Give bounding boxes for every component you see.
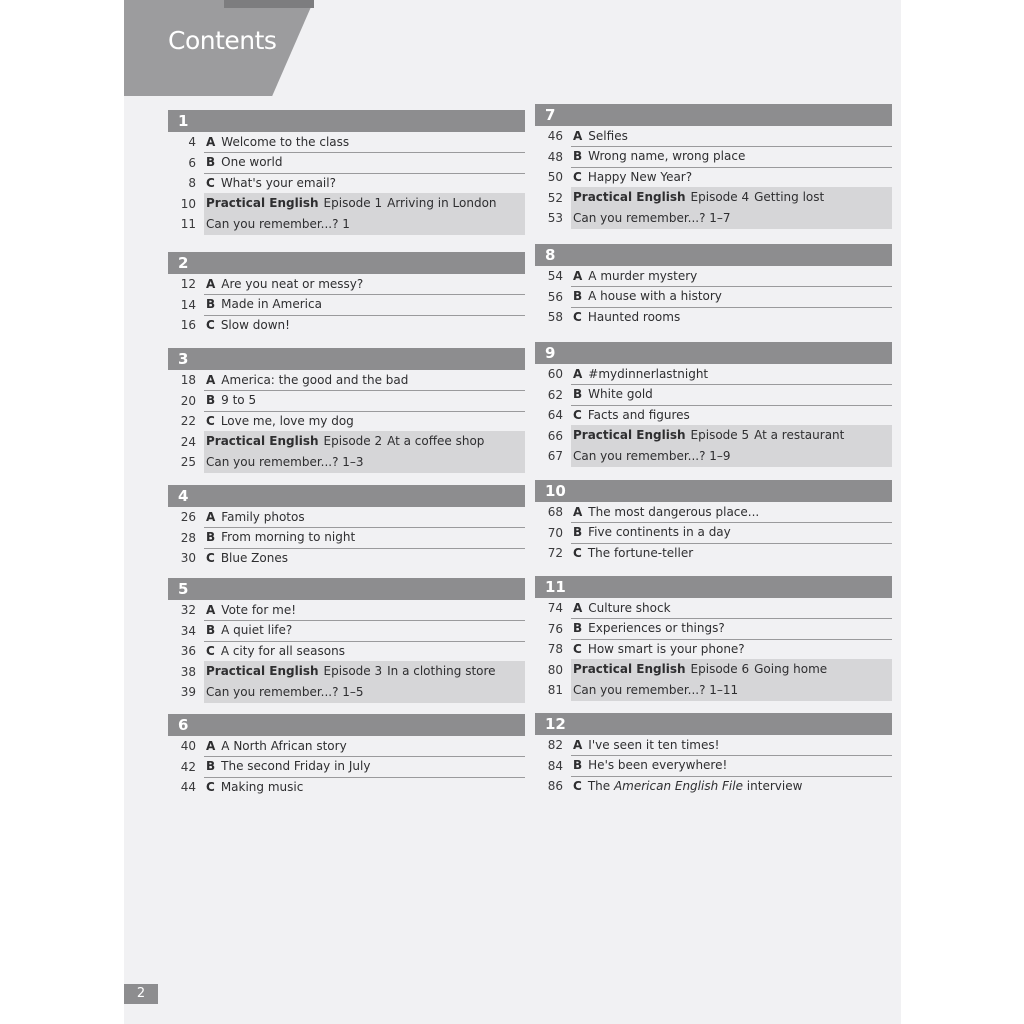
episode-label: Episode 1 [323, 196, 383, 211]
can-you-remember-row[interactable] [168, 452, 525, 473]
lesson-row[interactable] [535, 619, 892, 640]
entry-title [571, 167, 892, 189]
entry-title [571, 776, 892, 797]
lesson-letter: A [573, 268, 583, 283]
practical-english-label: Practical English [573, 662, 686, 677]
title-text: A house with a history [588, 289, 722, 304]
page-ref: 34 [180, 623, 196, 638]
lesson-letter: A [573, 504, 583, 519]
unit-header: 6 [168, 714, 525, 736]
title-text: At a restaurant [754, 428, 845, 443]
entry-title [204, 756, 525, 778]
page-ref: 4 [188, 135, 196, 150]
entry-title [204, 294, 525, 316]
title-text: Can you remember...? 1–5 [206, 685, 364, 700]
entry-title [204, 173, 525, 195]
page-ref: 18 [180, 373, 196, 388]
page-ref: 40 [180, 739, 196, 754]
lesson-row[interactable] [168, 295, 525, 316]
lesson-row[interactable] [168, 528, 525, 549]
title-text: At a coffee shop [387, 434, 485, 449]
page-ref: 82 [547, 738, 563, 753]
entry-title [571, 425, 892, 447]
unit-header: 12 [535, 713, 892, 735]
title-text: Can you remember...? 1–11 [573, 683, 739, 698]
lesson-letter: B [206, 393, 216, 408]
lesson-letter: B [573, 621, 583, 636]
lesson-letter: C [573, 169, 582, 184]
title-text: The fortune-teller [587, 546, 694, 561]
lesson-row[interactable] [168, 173, 525, 194]
page-ref: 20 [180, 393, 196, 408]
lesson-letter: B [573, 289, 583, 304]
lesson-row[interactable] [168, 641, 525, 662]
title-text: White gold [588, 387, 653, 402]
unit-header: 10 [535, 480, 892, 502]
entry-title [571, 543, 892, 564]
lesson-row[interactable] [535, 776, 892, 797]
can-you-remember-row[interactable] [168, 682, 525, 703]
entry-title [204, 736, 525, 758]
lesson-letter: C [206, 318, 215, 333]
page-ref: 54 [547, 269, 563, 284]
lesson-row[interactable] [535, 543, 892, 564]
entry-title [204, 641, 525, 663]
unit-10 [535, 480, 892, 564]
lesson-letter: C [206, 780, 215, 795]
entry-title [571, 598, 892, 620]
lesson-row[interactable] [168, 507, 525, 528]
page-ref: 62 [547, 387, 563, 402]
practical-english-label: Practical English [206, 196, 319, 211]
title-text: In a clothing store [387, 664, 496, 679]
lesson-row[interactable] [535, 126, 892, 147]
title-text: Facts and figures [587, 407, 690, 422]
lesson-letter: B [573, 525, 583, 540]
practical-english-row[interactable] [535, 426, 892, 447]
lesson-row[interactable] [535, 385, 892, 406]
page-ref: 8 [188, 176, 196, 191]
entry-title [571, 502, 892, 524]
lesson-letter: C [206, 413, 215, 428]
title-text: Can you remember...? 1 [206, 217, 350, 232]
page-ref: 22 [180, 414, 196, 429]
practical-english-label: Practical English [206, 664, 319, 679]
lesson-row[interactable] [168, 757, 525, 778]
lesson-letter: A [206, 738, 216, 753]
entry-title [204, 315, 525, 336]
page-ref: 42 [180, 759, 196, 774]
page-ref: 58 [547, 310, 563, 325]
unit-header: 2 [168, 252, 525, 274]
title-text-pre: The [587, 779, 614, 794]
entry-title [571, 146, 892, 168]
can-you-remember-row[interactable] [535, 680, 892, 701]
lesson-row[interactable] [535, 405, 892, 426]
page-ref: 52 [547, 190, 563, 205]
lesson-row[interactable] [535, 523, 892, 544]
page-ref: 14 [180, 297, 196, 312]
entry-title [571, 755, 892, 777]
entry-title [571, 208, 892, 229]
title-text: Haunted rooms [587, 310, 681, 325]
lesson-row[interactable] [168, 548, 525, 569]
title-text: Can you remember...? 1–9 [573, 449, 731, 464]
lesson-row[interactable] [168, 411, 525, 432]
lesson-row[interactable] [535, 167, 892, 188]
title-text: Happy New Year? [587, 169, 693, 184]
title-text: What's your email? [220, 175, 336, 190]
page-ref: 36 [180, 644, 196, 659]
page-ref: 84 [547, 758, 563, 773]
page-ref: 16 [180, 318, 196, 333]
page-ref: 86 [547, 779, 563, 794]
title-text: Selfies [588, 128, 628, 143]
entry-title [571, 735, 892, 757]
unit-11 [535, 576, 892, 701]
page-ref: 68 [547, 505, 563, 520]
unit-header: 11 [535, 576, 892, 598]
entry-title [571, 618, 892, 640]
lesson-letter: A [573, 128, 583, 143]
title-text: He's been everywhere! [588, 758, 728, 773]
lesson-letter: C [573, 546, 582, 561]
page-ref: 76 [547, 621, 563, 636]
page-ref: 53 [547, 211, 563, 226]
unit-header: 7 [535, 104, 892, 126]
entry-title [204, 452, 525, 473]
entry-title [571, 639, 892, 661]
practical-english-row[interactable] [168, 194, 525, 215]
lesson-letter: C [573, 310, 582, 325]
can-you-remember-row[interactable] [168, 214, 525, 235]
title-text: How smart is your phone? [587, 641, 745, 656]
entry-title [571, 364, 892, 386]
unit-header: 3 [168, 348, 525, 370]
practical-english-row[interactable] [535, 188, 892, 209]
entry-title [571, 307, 892, 328]
title-text: The most dangerous place... [588, 504, 760, 519]
entry-title [571, 659, 892, 681]
entry-title [571, 286, 892, 308]
title-text: Made in America [221, 297, 322, 312]
page-number: 2 [124, 984, 158, 1004]
page-ref: 24 [180, 434, 196, 449]
lesson-row[interactable] [535, 147, 892, 168]
title-text: Experiences or things? [588, 621, 725, 636]
entry-title [204, 682, 525, 703]
title-text: A murder mystery [588, 268, 698, 283]
entry-title [571, 266, 892, 288]
lesson-row[interactable] [535, 502, 892, 523]
page-ref: 6 [188, 155, 196, 170]
lesson-letter: C [206, 643, 215, 658]
lesson-letter: A [573, 600, 583, 615]
entry-title [204, 132, 525, 154]
page-ref: 64 [547, 408, 563, 423]
unit-9 [535, 342, 892, 467]
unit-header: 9 [535, 342, 892, 364]
entry-title [571, 384, 892, 406]
page-ref: 81 [547, 683, 563, 698]
entry-title [571, 405, 892, 427]
entry-title [204, 390, 525, 412]
entry-title [571, 522, 892, 544]
lesson-letter: A [573, 737, 583, 752]
entry-title [204, 274, 525, 296]
lesson-row[interactable] [535, 266, 892, 287]
lesson-letter: C [573, 641, 582, 656]
unit-4 [168, 485, 525, 569]
entry-title [204, 152, 525, 174]
practical-english-row[interactable] [168, 432, 525, 453]
title-text: Love me, love my dog [220, 413, 354, 428]
lesson-row[interactable] [535, 598, 892, 619]
episode-label: Episode 4 [690, 190, 750, 205]
entry-title [571, 126, 892, 148]
entry-title [204, 620, 525, 642]
page-ref: 12 [180, 277, 196, 292]
unit-3 [168, 348, 525, 473]
title-text: Culture shock [588, 600, 671, 615]
entry-title [204, 527, 525, 549]
lesson-letter: B [206, 530, 216, 545]
lesson-row[interactable] [168, 274, 525, 295]
page-ref: 72 [547, 546, 563, 561]
lesson-row[interactable] [535, 307, 892, 328]
page-ref: 30 [180, 551, 196, 566]
lesson-letter: A [206, 276, 216, 291]
lesson-row[interactable] [535, 756, 892, 777]
page-ref: 28 [180, 530, 196, 545]
unit-6 [168, 714, 525, 798]
unit-header: 5 [168, 578, 525, 600]
unit-12 [535, 713, 892, 797]
entry-title [204, 777, 525, 798]
contents-page [124, 0, 901, 1024]
title-text: Wrong name, wrong place [588, 149, 746, 164]
title-text: A quiet life? [221, 623, 293, 638]
title-text: Welcome to the class [221, 134, 350, 149]
lesson-row[interactable] [168, 315, 525, 336]
lesson-letter: A [206, 372, 216, 387]
practical-english-label: Practical English [573, 190, 686, 205]
entry-title [204, 431, 525, 453]
title-text: I've seen it ten times! [588, 737, 720, 752]
title-text-post: interview [742, 779, 803, 794]
unit-1 [168, 110, 525, 235]
entry-title [204, 214, 525, 235]
title-text: America: the good and the bad [221, 372, 409, 387]
lesson-row[interactable] [168, 153, 525, 174]
title-text: One world [221, 155, 283, 170]
entry-title [204, 411, 525, 433]
lesson-letter: C [573, 779, 582, 794]
lesson-letter: A [206, 134, 216, 149]
unit-8 [535, 244, 892, 328]
page-ref: 60 [547, 367, 563, 382]
lesson-row[interactable] [168, 391, 525, 412]
title-text: 9 to 5 [221, 393, 257, 408]
page-ref: 38 [180, 664, 196, 679]
unit-header: 1 [168, 110, 525, 132]
title-text: Five continents in a day [588, 525, 731, 540]
title-text: Can you remember...? 1–7 [573, 211, 731, 226]
title-text: A city for all seasons [220, 643, 345, 658]
entry-title [571, 446, 892, 467]
lesson-row[interactable] [168, 132, 525, 153]
page-ref: 32 [180, 603, 196, 618]
title-text: Going home [754, 662, 828, 677]
title-text: Making music [220, 780, 304, 795]
title-text: #mydinnerlastnight [588, 366, 709, 381]
entry-title [204, 548, 525, 569]
title-text: The second Friday in July [221, 759, 371, 774]
lesson-letter: B [573, 758, 583, 773]
episode-label: Episode 5 [690, 428, 750, 443]
lesson-letter: B [206, 297, 216, 312]
page-ref: 48 [547, 149, 563, 164]
page-title: Contents [168, 26, 277, 55]
page-ref: 80 [547, 662, 563, 677]
lesson-row[interactable] [168, 370, 525, 391]
lesson-letter: B [573, 387, 583, 402]
title-text: Family photos [221, 509, 305, 524]
lesson-row[interactable] [168, 736, 525, 757]
lesson-letter: B [206, 155, 216, 170]
episode-label: Episode 2 [323, 434, 383, 449]
practical-english-row[interactable] [168, 662, 525, 683]
title-text: Vote for me! [221, 602, 297, 617]
entry-title [204, 193, 525, 215]
title-text-italic: American English File [613, 779, 743, 794]
page-ref: 11 [180, 217, 196, 232]
page-ref: 39 [180, 685, 196, 700]
can-you-remember-row[interactable] [535, 208, 892, 229]
lesson-letter: C [206, 551, 215, 566]
page-ref: 46 [547, 129, 563, 144]
entry-title [204, 661, 525, 683]
entry-title [204, 370, 525, 392]
lesson-letter: A [206, 509, 216, 524]
page-ref: 67 [547, 449, 563, 464]
title-text: Can you remember...? 1–3 [206, 455, 364, 470]
header-tab [224, 0, 314, 8]
page-ref: 66 [547, 428, 563, 443]
entry-title [571, 187, 892, 209]
unit-5 [168, 578, 525, 703]
entry-title [204, 600, 525, 622]
lesson-letter: B [206, 623, 216, 638]
lesson-row[interactable] [168, 600, 525, 621]
episode-label: Episode 3 [323, 664, 383, 679]
lesson-row[interactable] [535, 287, 892, 308]
page-ref: 56 [547, 289, 563, 304]
page-ref: 70 [547, 525, 563, 540]
entry-title [204, 507, 525, 529]
title-text: Arriving in London [387, 196, 497, 211]
page-ref: 25 [180, 455, 196, 470]
entry-title [571, 680, 892, 701]
can-you-remember-row[interactable] [535, 446, 892, 467]
title-text: From morning to night [221, 530, 356, 545]
title-text: Slow down! [220, 318, 290, 333]
page-ref: 10 [180, 196, 196, 211]
title-text: Are you neat or messy? [221, 276, 364, 291]
practical-english-label: Practical English [573, 428, 686, 443]
unit-header: 4 [168, 485, 525, 507]
lesson-row[interactable] [535, 364, 892, 385]
lesson-row[interactable] [535, 639, 892, 660]
lesson-letter: A [573, 366, 583, 381]
episode-label: Episode 6 [690, 662, 750, 677]
unit-header: 8 [535, 244, 892, 266]
page-ref: 44 [180, 780, 196, 795]
title-text: Getting lost [754, 190, 825, 205]
lesson-row[interactable] [168, 777, 525, 798]
unit-7 [535, 104, 892, 229]
title-text: A North African story [221, 738, 347, 753]
page-ref: 74 [547, 601, 563, 616]
lesson-letter: B [206, 759, 216, 774]
page-ref: 26 [180, 510, 196, 525]
practical-english-label: Practical English [206, 434, 319, 449]
lesson-letter: B [573, 149, 583, 164]
lesson-letter: C [206, 175, 215, 190]
lesson-letter: A [206, 602, 216, 617]
lesson-row[interactable] [535, 735, 892, 756]
practical-english-row[interactable] [535, 660, 892, 681]
lesson-letter: C [573, 407, 582, 422]
unit-2 [168, 252, 525, 336]
page-ref: 50 [547, 170, 563, 185]
lesson-row[interactable] [168, 621, 525, 642]
title-text: Blue Zones [220, 551, 288, 566]
page-ref: 78 [547, 642, 563, 657]
